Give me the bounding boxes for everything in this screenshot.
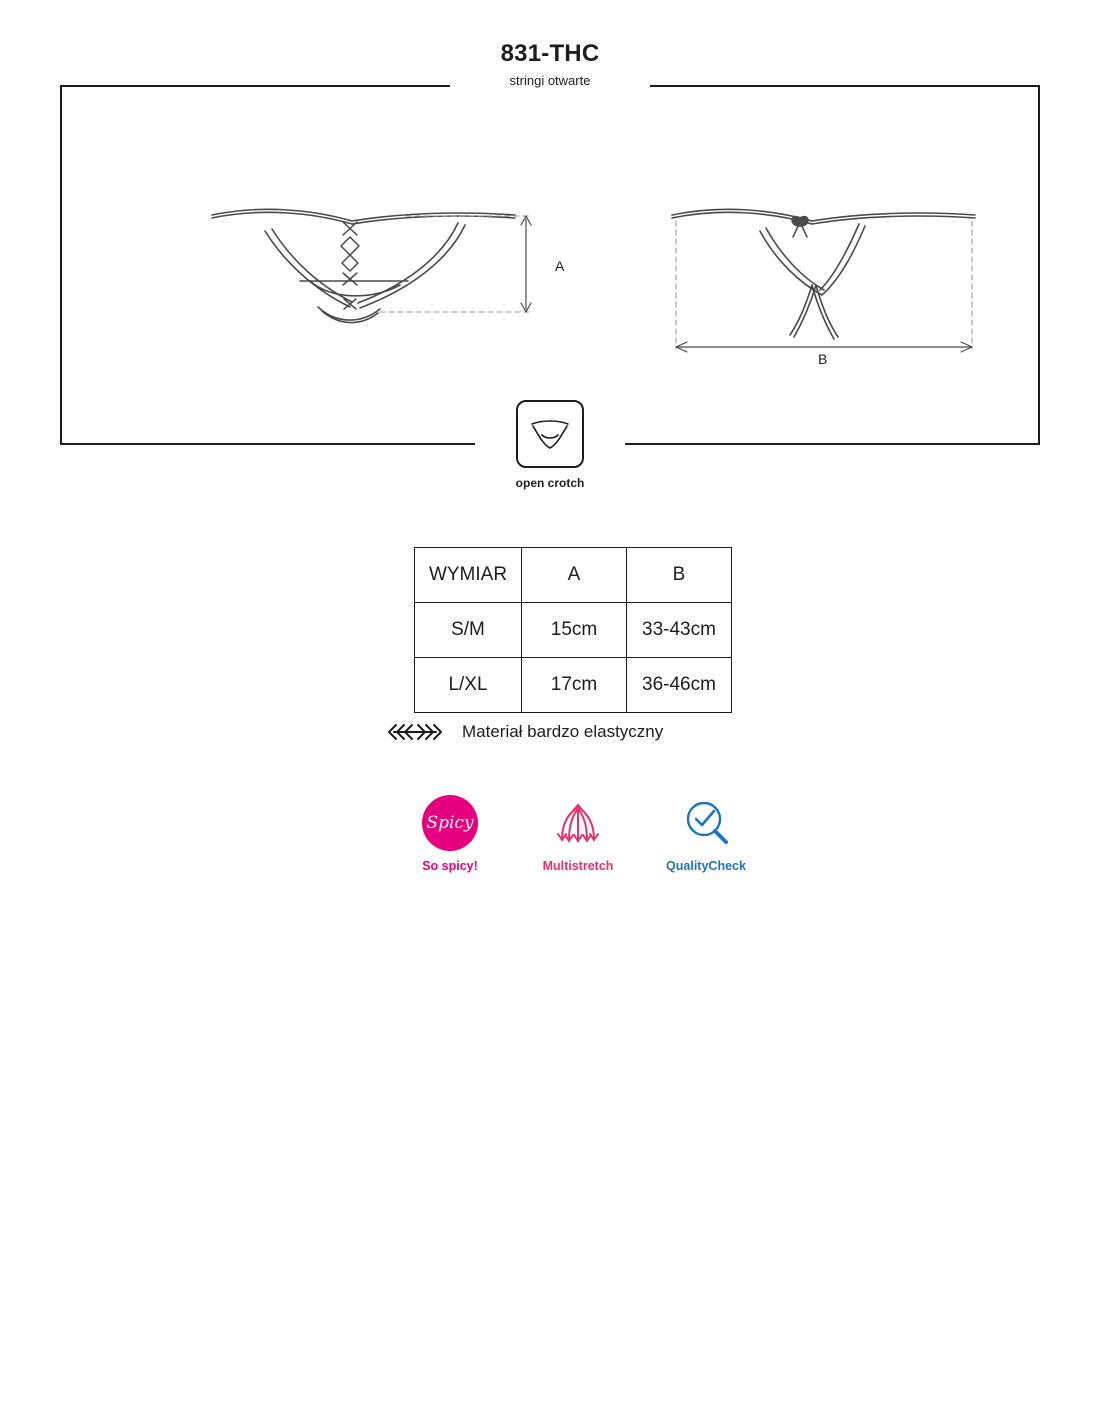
- feature-label-multistretch: Multistretch: [542, 859, 614, 873]
- feature-qualitycheck: [656, 795, 756, 873]
- panty-icon: [516, 400, 584, 468]
- feature-multistretch: [528, 795, 628, 873]
- stretch-note: [380, 722, 663, 742]
- table-header-row: [415, 548, 732, 603]
- size-table: [414, 547, 732, 713]
- open-crotch-label: open crotch: [515, 476, 585, 490]
- stretch-label: Materiał bardzo elastyczny: [462, 722, 664, 741]
- front-view-drawing: [212, 209, 515, 322]
- feature-label-qualitycheck: QualityCheck: [666, 859, 746, 873]
- page-title: 831-THC: [500, 40, 600, 67]
- th-a: A: [522, 548, 627, 603]
- open-crotch-badge: [60, 400, 1040, 490]
- table-row: [415, 658, 732, 713]
- feature-list: [400, 795, 756, 873]
- spicy-mark: Spicy: [422, 795, 478, 851]
- table-row: [415, 603, 732, 658]
- dimension-a-label: A: [555, 258, 565, 274]
- cell-a-lxl: 17cm: [522, 658, 627, 713]
- back-view-drawing: [672, 209, 975, 339]
- feature-label-so-spicy: So spicy!: [422, 859, 478, 873]
- product-card: [60, 40, 1040, 490]
- technical-drawings: [60, 85, 1040, 445]
- dimension-b-label: B: [818, 351, 828, 367]
- spicy-badge-icon: [400, 795, 500, 851]
- cell-a-sm: 15cm: [522, 603, 627, 658]
- multistretch-icon: [528, 795, 628, 851]
- magnifier-check-icon: [656, 795, 756, 851]
- cell-size-lxl: L/XL: [415, 658, 522, 713]
- th-b: B: [627, 548, 732, 603]
- cell-size-sm: S/M: [415, 603, 522, 658]
- th-wymiar: WYMIAR: [415, 548, 522, 603]
- cell-b-sm: 33-43cm: [627, 603, 732, 658]
- product-subtitle: stringi otwarte: [509, 73, 591, 88]
- double-arrow-icon: [380, 723, 450, 741]
- feature-so-spicy: [400, 795, 500, 873]
- cell-b-lxl: 36-46cm: [627, 658, 732, 713]
- title-block: [60, 40, 1040, 91]
